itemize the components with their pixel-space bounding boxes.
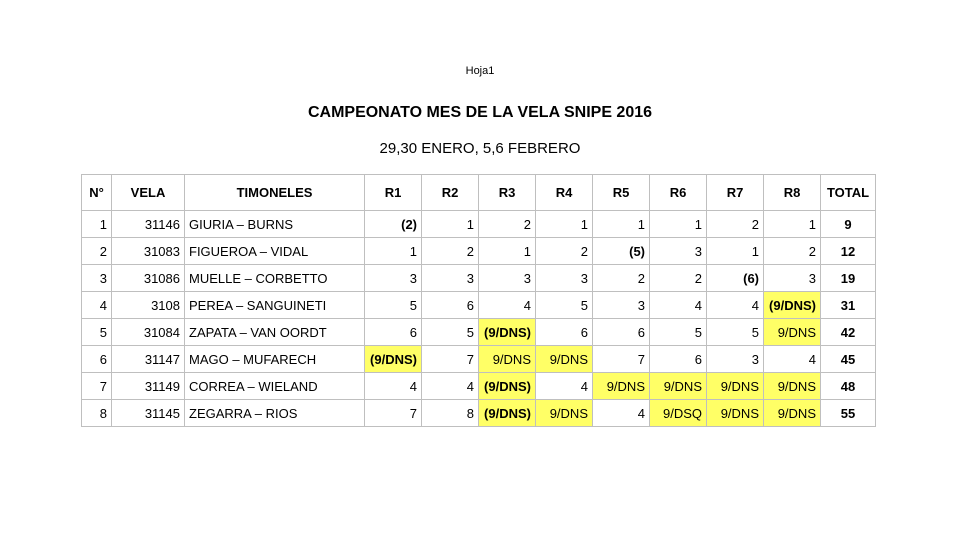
sheet-label: Hoja1 (465, 65, 495, 77)
race-result-cell: 3 (650, 238, 707, 265)
race-result-cell: 4 (593, 400, 650, 427)
helmsmen-cell: CORREA – WIELAND (185, 373, 365, 400)
sail-number-cell: 31084 (112, 319, 185, 346)
race-result-cell: 3 (365, 265, 422, 292)
column-header: TOTAL (821, 175, 876, 211)
table-row (82, 346, 876, 373)
race-result-cell: 7 (422, 346, 479, 373)
race-result-cell: 6 (422, 292, 479, 319)
helmsmen-cell: PEREA – SANGUINETI (185, 292, 365, 319)
sail-number-cell: 31147 (112, 346, 185, 373)
race-result-cell: (9/DNS) (764, 292, 821, 319)
race-result-cell: 5 (365, 292, 422, 319)
race-result-cell: 7 (365, 400, 422, 427)
column-header: R8 (764, 175, 821, 211)
total-cell: 9 (821, 211, 876, 238)
position-cell: 3 (82, 265, 112, 292)
race-result-cell: 9/DNS (479, 346, 536, 373)
race-result-cell: 9/DNS (536, 400, 593, 427)
race-result-cell: (9/DNS) (479, 319, 536, 346)
total-cell: 48 (821, 373, 876, 400)
helmsmen-cell: ZAPATA – VAN OORDT (185, 319, 365, 346)
race-result-cell: (5) (593, 238, 650, 265)
race-result-cell: 4 (365, 373, 422, 400)
race-result-cell: 1 (707, 238, 764, 265)
race-result-cell: 2 (650, 265, 707, 292)
total-cell: 12 (821, 238, 876, 265)
helmsmen-cell: MUELLE – CORBETTO (185, 265, 365, 292)
race-result-cell: (9/DNS) (479, 373, 536, 400)
race-result-cell: 6 (536, 319, 593, 346)
race-result-cell: 9/DNS (536, 346, 593, 373)
race-result-cell: 4 (707, 292, 764, 319)
sail-number-cell: 31083 (112, 238, 185, 265)
race-result-cell: 3 (707, 346, 764, 373)
results-table (81, 174, 876, 427)
table-row (82, 238, 876, 265)
table-row (82, 292, 876, 319)
race-result-cell: 2 (707, 211, 764, 238)
race-result-cell: 8 (422, 400, 479, 427)
sail-number-cell: 31145 (112, 400, 185, 427)
race-result-cell: 2 (593, 265, 650, 292)
column-header: TIMONELES (185, 175, 365, 211)
race-result-cell: 1 (422, 211, 479, 238)
race-result-cell: 5 (536, 292, 593, 319)
position-cell: 7 (82, 373, 112, 400)
race-result-cell: 9/DNS (764, 400, 821, 427)
sail-number-cell: 31149 (112, 373, 185, 400)
race-result-cell: 3 (764, 265, 821, 292)
column-header: R4 (536, 175, 593, 211)
page-subtitle: 29,30 ENERO, 5,6 FEBRERO (379, 140, 581, 157)
race-result-cell: 9/DNS (650, 373, 707, 400)
race-result-cell: 1 (593, 211, 650, 238)
column-header: R2 (422, 175, 479, 211)
race-result-cell: (2) (365, 211, 422, 238)
race-result-cell: 6 (365, 319, 422, 346)
race-result-cell: 9/DNS (593, 373, 650, 400)
position-cell: 5 (82, 319, 112, 346)
race-result-cell: (9/DNS) (479, 400, 536, 427)
total-cell: 42 (821, 319, 876, 346)
race-result-cell: 2 (422, 238, 479, 265)
position-cell: 8 (82, 400, 112, 427)
race-result-cell: 9/DNS (707, 373, 764, 400)
race-result-cell: 3 (479, 265, 536, 292)
race-result-cell: 1 (365, 238, 422, 265)
race-result-cell: 3 (422, 265, 479, 292)
results-body (82, 211, 876, 427)
table-row (82, 265, 876, 292)
race-result-cell: 1 (650, 211, 707, 238)
race-result-cell: 4 (764, 346, 821, 373)
helmsmen-cell: GIURIA – BURNS (185, 211, 365, 238)
total-cell: 19 (821, 265, 876, 292)
helmsmen-cell: ZEGARRA – RIOS (185, 400, 365, 427)
race-result-cell: 9/DSQ (650, 400, 707, 427)
race-result-cell: 2 (536, 238, 593, 265)
total-cell: 55 (821, 400, 876, 427)
position-cell: 2 (82, 238, 112, 265)
position-cell: 1 (82, 211, 112, 238)
table-row (82, 319, 876, 346)
race-result-cell: 5 (422, 319, 479, 346)
column-header: R7 (707, 175, 764, 211)
table-row (82, 400, 876, 427)
page-title: CAMPEONATO MES DE LA VELA SNIPE 2016 (307, 104, 653, 121)
race-result-cell: 4 (536, 373, 593, 400)
position-cell: 6 (82, 346, 112, 373)
race-result-cell: 7 (593, 346, 650, 373)
race-result-cell: 6 (593, 319, 650, 346)
sail-number-cell: 31146 (112, 211, 185, 238)
race-result-cell: 2 (479, 211, 536, 238)
race-result-cell: 1 (764, 211, 821, 238)
race-result-cell: 4 (650, 292, 707, 319)
helmsmen-cell: MAGO – MUFARECH (185, 346, 365, 373)
race-result-cell: 4 (479, 292, 536, 319)
race-result-cell: 3 (536, 265, 593, 292)
race-result-cell: 6 (650, 346, 707, 373)
race-result-cell: (9/DNS) (365, 346, 422, 373)
column-header: R5 (593, 175, 650, 211)
race-result-cell: 3 (593, 292, 650, 319)
race-result-cell: 4 (422, 373, 479, 400)
race-result-cell: 5 (650, 319, 707, 346)
sail-number-cell: 3108 (112, 292, 185, 319)
table-row (82, 211, 876, 238)
column-header: R6 (650, 175, 707, 211)
total-cell: 45 (821, 346, 876, 373)
race-result-cell: 5 (707, 319, 764, 346)
column-header: N° (82, 175, 112, 211)
helmsmen-cell: FIGUEROA – VIDAL (185, 238, 365, 265)
race-result-cell: 1 (479, 238, 536, 265)
table-row (82, 373, 876, 400)
column-header: VELA (112, 175, 185, 211)
header-row (82, 175, 876, 211)
race-result-cell: 2 (764, 238, 821, 265)
column-header: R3 (479, 175, 536, 211)
column-header: R1 (365, 175, 422, 211)
total-cell: 31 (821, 292, 876, 319)
race-result-cell: 1 (536, 211, 593, 238)
race-result-cell: 9/DNS (764, 373, 821, 400)
race-result-cell: (6) (707, 265, 764, 292)
sail-number-cell: 31086 (112, 265, 185, 292)
race-result-cell: 9/DNS (764, 319, 821, 346)
position-cell: 4 (82, 292, 112, 319)
race-result-cell: 9/DNS (707, 400, 764, 427)
